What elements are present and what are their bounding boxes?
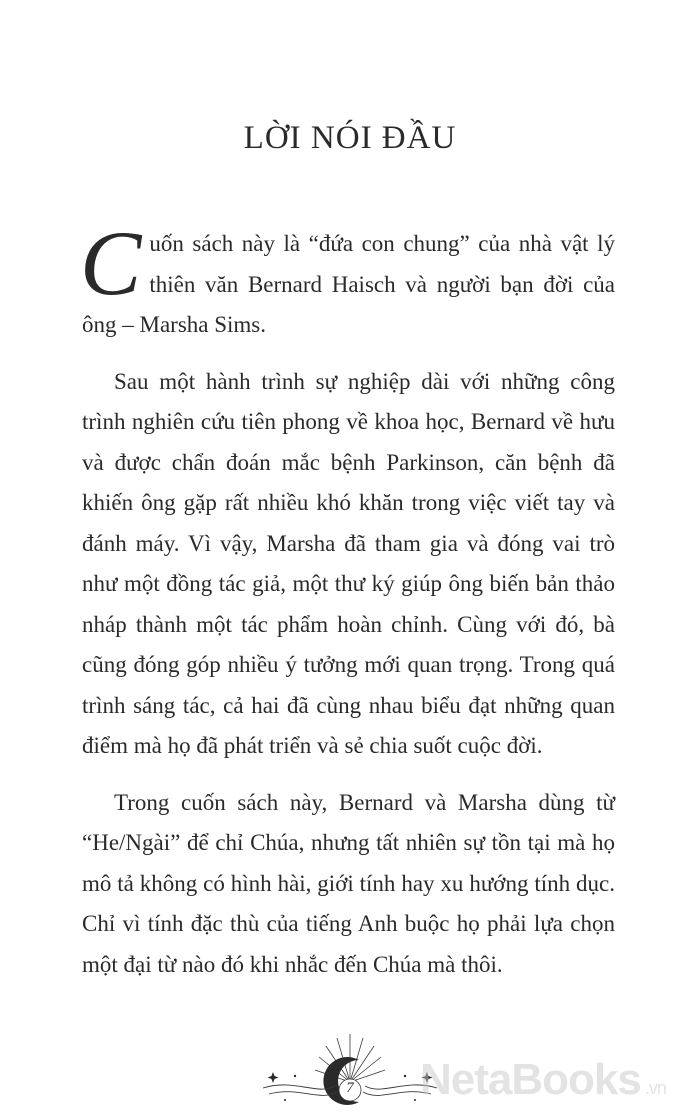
- watermark-text: NetaBooks: [420, 1055, 641, 1104]
- page-number: 7: [346, 1080, 354, 1096]
- page-title: LỜI NÓI ĐẦU: [243, 120, 457, 156]
- paragraph-1-text: uốn sách này là “đứa con chung” của nhà vật lý thiên văn Bernard Haisch và người bạn đời của ông – Marsha Sims.: [82, 231, 615, 337]
- watermark-suffix: .vn: [644, 1077, 666, 1098]
- body-text: [80, 212, 615, 1001]
- paragraph-2: Sau một hành trình sự nghiệp dài với những công trình nghiên cứu tiên phong về khoa học, Bernard về hưu và được chẩn đoán mắc bệnh Parkinson, căn bệnh đã khiến ông gặp rất nhiều khó khăn trong việc viết tay và đánh máy. Vì vậy, Marsha đã tham gia và đóng vai trò như một đồng tác giả, một thư ký giúp ông biến bản thảo nháp thành một tác phẩm hoàn chỉnh. Cùng với đó, bà cũng đóng góp nhiều ý tưởng mới quan trọng. Trong quá trình sáng tác, cả hai đã cùng nhau biểu đạt những quan điểm mà họ đã phát triển và sẻ chia suốt cuộc đời.: [82, 368, 615, 758]
- moon-ornament-icon: [255, 1030, 445, 1110]
- paragraph-1: [80, 212, 615, 346]
- drop-cap: C: [80, 212, 142, 314]
- paragraph-3: Trong cuốn sách này, Bernard và Marsha dùng từ “He/Ngài” để chỉ Chúa, nhưng tất nhiên sự tồn tại mà họ mô tả không có hình hài, giới tính hay xu hướng tính dục. Chỉ vì tính đặc thù của tiếng Anh buộc họ phải lựa chọn một đại từ nào đó khi nhắc đến Chúa mà thôi.: [82, 789, 615, 977]
- watermark: [420, 1050, 666, 1110]
